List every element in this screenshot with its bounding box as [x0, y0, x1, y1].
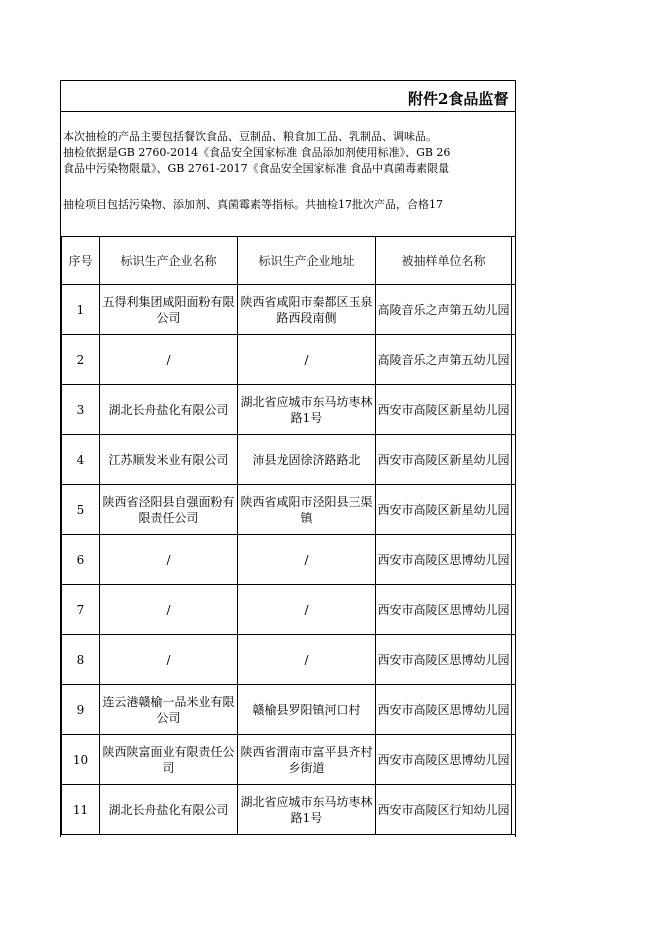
row-overflow-cell [512, 735, 517, 785]
table-row [62, 335, 517, 385]
row-address: 陕西省咸阳市秦都区玉泉路西段南侧 [238, 285, 376, 335]
row-maker: / [100, 535, 238, 585]
row-maker: 江苏顺发米业有限公司 [100, 435, 238, 485]
header-maker: 标识生产企业名称 [100, 237, 238, 285]
row-address: 湖北省应城市东马坊枣林路1号 [238, 385, 376, 435]
row-sampled-unit: 西安市高陵区思博幼儿园 [376, 685, 512, 735]
table-row [62, 735, 517, 785]
row-sampled-unit: 高陵音乐之声第五幼儿园 [376, 335, 512, 385]
table-row [62, 385, 517, 435]
row-maker: 陕西省泾阳县自强面粉有限责任公司 [100, 485, 238, 535]
row-serial: 10 [62, 735, 100, 785]
row-sampled-unit: 西安市高陵区新星幼儿园 [376, 485, 512, 535]
intro-line-3: 食品中污染物限量》、GB 2761-2017《食品安全国家标准 食品中真菌毒素限量 [63, 162, 450, 175]
table-row [62, 485, 517, 535]
row-sampled-unit: 西安市高陵区行知幼儿园 [376, 785, 512, 835]
row-overflow-cell [512, 435, 517, 485]
row-maker: 湖北长舟盐化有限公司 [100, 785, 238, 835]
header-address: 标识生产企业地址 [238, 237, 376, 285]
table-row [62, 635, 517, 685]
row-overflow-cell [512, 385, 517, 435]
row-serial: 9 [62, 685, 100, 735]
row-address: / [238, 335, 376, 385]
row-address: 沛县龙固徐济路路北 [238, 435, 376, 485]
row-overflow-cell [512, 485, 517, 535]
row-address: / [238, 635, 376, 685]
spreadsheet-sheet [60, 80, 516, 837]
row-maker: 陕西陕富面业有限责任公司 [100, 735, 238, 785]
row-serial: 7 [62, 585, 100, 635]
header-sampled-unit: 被抽样单位名称 [376, 237, 512, 285]
intro-block [63, 129, 516, 177]
row-sampled-unit: 西安市高陵区新星幼儿园 [376, 435, 512, 485]
table-row [62, 435, 517, 485]
row-sampled-unit: 西安市高陵区思博幼儿园 [376, 735, 512, 785]
row-maker: 五得利集团咸阳面粉有限公司 [100, 285, 238, 335]
row-address: / [238, 585, 376, 635]
row-overflow-cell [512, 635, 517, 685]
title-divider [61, 111, 515, 112]
row-overflow-cell [512, 535, 517, 585]
row-serial: 11 [62, 785, 100, 835]
row-serial: 1 [62, 285, 100, 335]
row-overflow-cell [512, 335, 517, 385]
row-maker: / [100, 335, 238, 385]
row-sampled-unit: 西安市高陵区新星幼儿园 [376, 385, 512, 435]
row-maker: 连云港赣榆一品米业有限公司 [100, 685, 238, 735]
row-address: 湖北省应城市东马坊枣林路1号 [238, 785, 376, 835]
table-row [62, 585, 517, 635]
intro-line-4: 抽检项目包括污染物、添加剂、真菌霉素等指标。共抽检17批次产品，合格17 [63, 198, 443, 211]
table-row [62, 685, 517, 735]
row-maker: 湖北长舟盐化有限公司 [100, 385, 238, 435]
row-serial: 6 [62, 535, 100, 585]
row-address: 陕西省咸阳市泾阳县三渠镇 [238, 485, 376, 535]
row-maker: / [100, 635, 238, 685]
table-header-row [62, 237, 517, 285]
row-overflow-cell [512, 285, 517, 335]
page-title: 附件2食品监督 [408, 90, 509, 108]
row-address: 陕西省渭南市富平县齐村乡街道 [238, 735, 376, 785]
header-serial: 序号 [62, 237, 100, 285]
row-serial: 5 [62, 485, 100, 535]
inspection-table [61, 236, 516, 835]
row-serial: 2 [62, 335, 100, 385]
row-overflow-cell [512, 585, 517, 635]
intro-line-1: 本次抽检的产品主要包括餐饮食品、豆制品、粮食加工品、乳制品、调味品。 [63, 130, 437, 143]
row-serial: 3 [62, 385, 100, 435]
row-maker: / [100, 585, 238, 635]
row-sampled-unit: 高陵音乐之声第五幼儿园 [376, 285, 512, 335]
row-sampled-unit: 西安市高陵区思博幼儿园 [376, 585, 512, 635]
row-sampled-unit: 西安市高陵区思博幼儿园 [376, 635, 512, 685]
row-address: / [238, 535, 376, 585]
header-overflow-cell [512, 237, 517, 285]
table-row [62, 285, 517, 335]
row-overflow-cell [512, 785, 517, 835]
row-overflow-cell [512, 685, 517, 735]
intro-line-2: 抽检依据是GB 2760-2014《食品安全国家标准 食品添加剂使用标准》、GB 26 [63, 146, 451, 159]
row-serial: 4 [62, 435, 100, 485]
row-sampled-unit: 西安市高陵区思博幼儿园 [376, 535, 512, 585]
row-address: 赣榆县罗阳镇河口村 [238, 685, 376, 735]
table-row [62, 785, 517, 835]
table-row [62, 535, 517, 585]
row-serial: 8 [62, 635, 100, 685]
